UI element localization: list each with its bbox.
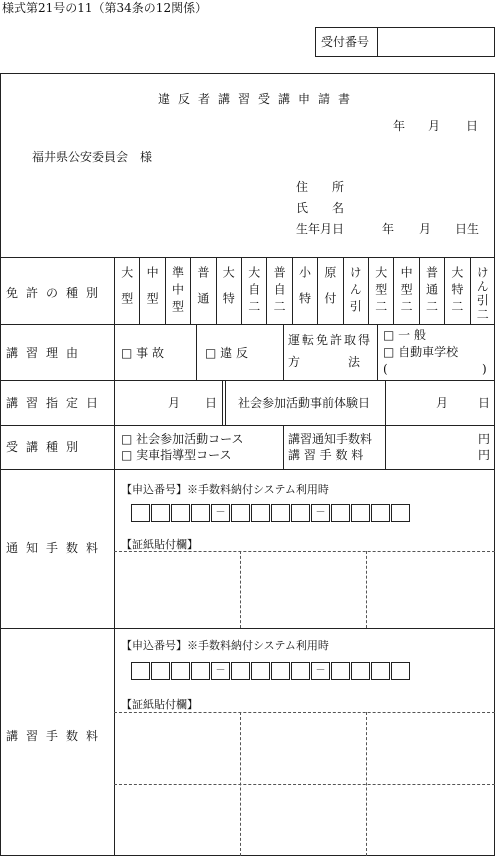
apply-no-cell[interactable] (291, 662, 310, 680)
license-type-11[interactable]: 中型二 (399, 266, 414, 317)
apply-no-cell[interactable] (191, 662, 210, 680)
address-label: 住 所 (296, 180, 345, 194)
license-type-label: 免許の種別 (6, 286, 107, 300)
apply-no-cell[interactable] (251, 504, 270, 522)
name-label: 氏 名 (296, 201, 345, 215)
apply-no-cell[interactable] (151, 504, 170, 522)
apply-no-cell[interactable] (191, 504, 210, 522)
apply-no-cell[interactable] (391, 504, 410, 522)
apply-no-cell[interactable] (171, 504, 190, 522)
notice-apply-no-label: 【申込番号】※手数料納付システム利用時 (121, 483, 329, 496)
license-type-6[interactable]: 普自二 (272, 266, 287, 317)
apply-no-cell[interactable] (331, 504, 350, 522)
apply-no-cell[interactable] (251, 662, 270, 680)
course-fee-label: 講習手数料 (6, 729, 107, 743)
notice-fee-amount-label: 講習通知手数料 (288, 432, 373, 446)
form-title: 違反者講習受講申請書 (158, 92, 359, 106)
apply-no-cell[interactable] (171, 662, 190, 680)
course-stamp-label: 【証紙貼付欄】 (121, 698, 198, 711)
acq-general[interactable]: □ 一 般 (383, 328, 426, 342)
license-type-9[interactable]: けん引 (348, 266, 363, 317)
apply-no-cell[interactable] (231, 504, 250, 522)
apply-no-cell[interactable]: － (211, 504, 230, 522)
apply-no-cell[interactable]: － (211, 662, 230, 680)
license-type-2[interactable]: 準中型 (170, 266, 185, 317)
receipt-number-field[interactable] (379, 29, 493, 55)
apply-no-cell[interactable]: － (311, 662, 330, 680)
license-type-8[interactable]: 原付 (322, 266, 337, 318)
notice-fee-label: 通知手数料 (6, 541, 107, 555)
course-social[interactable]: □ 社会参加活動コース (121, 432, 244, 446)
apply-no-cell[interactable] (351, 504, 370, 522)
form-id: 様式第21号の11（第34条の12関係） (2, 1, 208, 15)
apply-no-cell[interactable] (291, 504, 310, 522)
apply-no-cell[interactable] (151, 662, 170, 680)
license-type-0[interactable]: 大型 (119, 266, 134, 318)
apply-no-cell[interactable]: － (311, 504, 330, 522)
course-fee-amount-label: 講 習 手 数 料 (288, 448, 364, 462)
course-type-label: 受講種別 (6, 440, 87, 454)
license-type-1[interactable]: 中型 (145, 266, 160, 318)
acq-driving-school[interactable]: □ 自動車学校 (383, 345, 459, 359)
apply-no-cell[interactable] (391, 662, 410, 680)
license-type-7[interactable]: 小特 (297, 266, 312, 318)
apply-no-cell[interactable] (371, 662, 390, 680)
license-type-4[interactable]: 大特 (221, 266, 236, 318)
notice-stamp-label: 【証紙貼付欄】 (121, 538, 198, 551)
apply-no-cell[interactable] (131, 504, 150, 522)
designated-date-label: 講習指定日 (6, 396, 107, 410)
reason-accident[interactable]: □ 事 故 (121, 346, 164, 360)
apply-no-cell[interactable] (371, 504, 390, 522)
license-type-10[interactable]: 大型二 (373, 266, 388, 317)
license-type-12[interactable]: 普通二 (424, 266, 439, 317)
pre-experience-label: 社会参加活動事前体験日 (238, 396, 371, 410)
apply-no-cell[interactable] (331, 662, 350, 680)
course-apply-no-label: 【申込番号】※手数料納付システム利用時 (121, 639, 329, 652)
apply-no-cell[interactable] (231, 662, 250, 680)
apply-no-cell[interactable] (271, 662, 290, 680)
course-driving[interactable]: □ 実車指導型コース (121, 448, 232, 462)
license-type-14[interactable]: けん引二 (475, 266, 490, 322)
license-type-5[interactable]: 大自二 (246, 266, 261, 317)
license-type-13[interactable]: 大特二 (449, 266, 464, 317)
reason-violation[interactable]: □ 違 反 (205, 346, 248, 360)
reason-label: 講習理由 (6, 346, 87, 360)
birthdate-label: 生年月日 (296, 222, 345, 236)
apply-no-cell[interactable] (131, 662, 150, 680)
receipt-number-label: 受付番号 (321, 35, 370, 49)
license-type-3[interactable]: 普通 (195, 266, 210, 318)
apply-no-cell[interactable] (351, 662, 370, 680)
apply-no-cell[interactable] (271, 504, 290, 522)
acquisition-method-label: 運転免許取得 (288, 333, 373, 347)
addressee: 福井県公安委員会 様 (32, 150, 153, 164)
